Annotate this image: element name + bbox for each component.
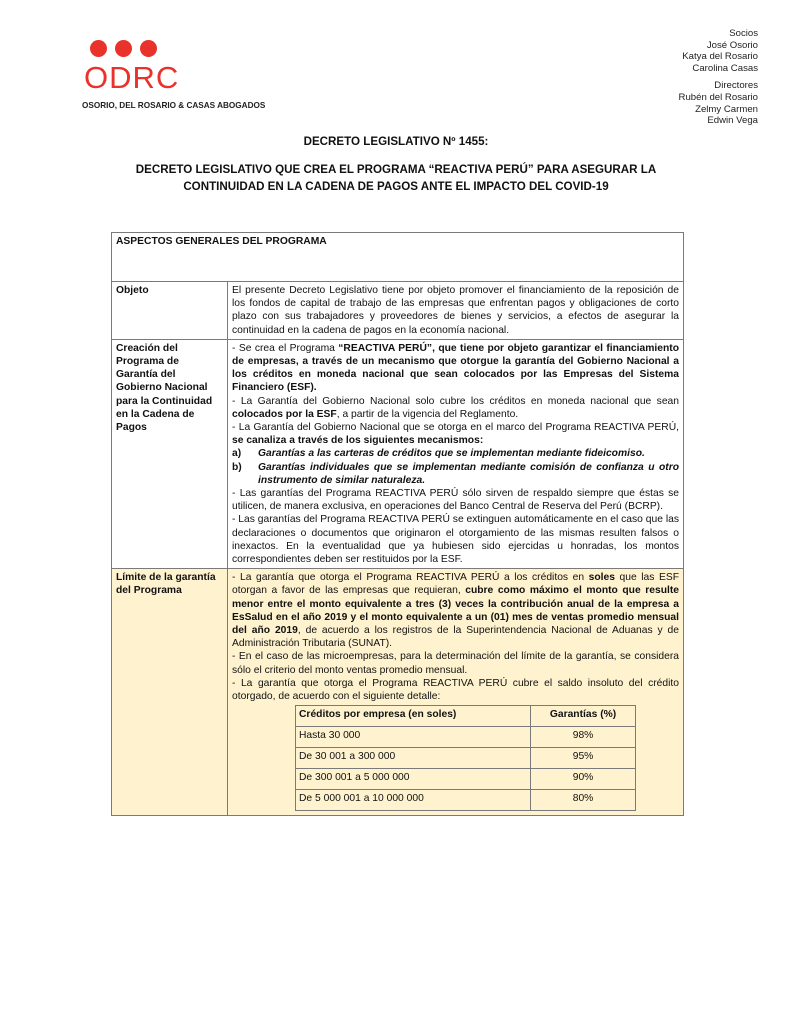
table-header: ASPECTOS GENERALES DEL PROGRAMA: [112, 233, 684, 282]
guarantee-range: Hasta 30 000: [296, 727, 531, 748]
directores-heading: Directores: [714, 80, 758, 92]
limite-paragraph-3: - La garantía que otorga el Programa REACTIVA PERÚ cubre el saldo insoluto del crédito otorgado, de acuerdo con el siguiente detalle:: [232, 677, 679, 703]
creacion-paragraph-5: - Las garantías del Programa REACTIVA PERÚ se extinguen automáticamente en el caso que las declaraciones o documentos que originaron el otorgamiento de las mismas resulten falsos o inexactos. En la eventualidad que ya hubiesen sido ejercidas u honradas, los montos correspondientes deben ser restituidos por la ESF.: [232, 514, 679, 566]
guarantee-range: De 300 001 a 5 000 000: [296, 769, 531, 790]
guarantee-percent: 98%: [531, 727, 636, 748]
row-label-limite: Límite de la garantía del Programa: [112, 569, 228, 816]
document-subtitle-line1: DECRETO LEGISLATIVO QUE CREA EL PROGRAMA “REACTIVA PERÚ” PARA ASEGURAR LA: [135, 163, 657, 176]
director-name: Rubén del Rosario: [678, 91, 758, 103]
firm-name: OSORIO, DEL ROSARIO & CASAS ABOGADOS: [82, 101, 266, 110]
guarantee-percent: 80%: [531, 790, 636, 811]
guarantee-row: [296, 748, 636, 769]
row-text-objeto: El presente Decreto Legislativo tiene por objeto promover el financiamiento de la reposición de los fondos de capital de trabajo de las empresas que enfrentan pagos y obligaciones de corto plazo con sus trabajadores y proveedores de bienes y servicios, a efectos de asegurar la continuidad en la cadena de pagos en la economía nacional.: [228, 282, 684, 340]
limite-paragraph-1: - La garantía que otorga el Programa REACTIVA PERÚ a los créditos en soles que las ESF otorgan a favor de las empresas que requieran, cubre como máximo el monto que resulte menor entre el monto equivalente a tres (3) veces la contribución anual de la empresa a EsSalud en el año 2019 y el monto equivalente a un (01) mes de ventas promedio mensual del año 2019, de acuerdo a los registros de la Superintendencia Nacional de Aduanas y de Administración Tributaria (SUNAT).: [232, 572, 680, 650]
guarantee-range: De 30 001 a 300 000: [296, 748, 531, 769]
limite-paragraph-2: - En el caso de las microempresas, para la determinación del límite de la garantía, se considera sólo el criterio del monto ventas promedio mensual.: [232, 651, 679, 676]
mechanism-item-b: b) Garantías individuales que se implementan mediante comisión de confianza u otro instrumento de similar naturaleza.: [232, 461, 679, 486]
table-row: [112, 569, 684, 816]
director-name: Edwin Vega: [707, 115, 758, 127]
socios-heading: Socios: [729, 28, 758, 39]
guarantee-row: [296, 790, 636, 811]
director-name: Zelmy Carmen: [695, 103, 758, 115]
creacion-paragraph-4: - Las garantías del Programa REACTIVA PERÚ sólo sirven de respaldo siempre que éstas se utilicen, de manera exclusiva, en operaciones del Banco Central de Reserva del Perú (BCRP).: [232, 488, 679, 513]
table-row: [112, 282, 684, 340]
table-row: [112, 339, 684, 568]
guarantee-col-header: Garantías (%): [531, 706, 636, 727]
guarantee-row: [296, 727, 636, 748]
brand-name: ODRC: [84, 60, 180, 95]
document-subtitle-line2: CONTINUIDAD EN LA CADENA DE PAGOS ANTE EL IMPACTO DEL COVID-19: [183, 180, 609, 193]
socio-name: Carolina Casas: [692, 62, 758, 74]
guarantee-table: [295, 705, 636, 811]
creacion-paragraph-1: - Se crea el Programa “REACTIVA PERÚ”, que tiene por objeto garantizar el financiamiento de empresas, a través de un mecanismo que otorgue la garantía del Gobierno Nacional a los créditos en moneda nacional que sean colocados por las Empresas del Sistema Financiero (ESF).: [232, 342, 679, 394]
creacion-paragraph-2: - La Garantía del Gobierno Nacional solo cubre los créditos en moneda nacional que sean colocados por la ESF, a partir de la vigencia del Reglamento.: [232, 395, 679, 420]
creacion-paragraph-3: - La Garantía del Gobierno Nacional que se otorga en el marco del Programa REACTIVA PERÚ, se canaliza a través de los siguientes mecanismos:: [232, 422, 679, 447]
guarantee-row: [296, 769, 636, 790]
socio-name: José Osorio: [706, 39, 758, 51]
guarantee-percent: 90%: [531, 769, 636, 790]
mechanism-item-a: a) Garantías a las carteras de créditos que se implementan mediante fideicomiso.: [232, 448, 645, 460]
guarantee-col-header: Créditos por empresa (en soles): [296, 706, 531, 727]
guarantee-range: De 5 000 001 a 10 000 000: [296, 790, 531, 811]
row-label-creacion: Creación del Programa de Garantía del Gobierno Nacional para la Continuidad en la Cadena de Pagos: [112, 339, 228, 568]
program-table: [111, 232, 684, 816]
guarantee-percent: 95%: [531, 748, 636, 769]
row-label-objeto: Objeto: [112, 282, 228, 340]
partners-block: [679, 28, 758, 127]
row-text-creacion: [228, 339, 684, 568]
document-title: DECRETO LEGISLATIVO Nº 1455:: [303, 135, 489, 148]
row-text-limite: [228, 569, 684, 816]
socio-name: Katya del Rosario: [682, 51, 758, 63]
